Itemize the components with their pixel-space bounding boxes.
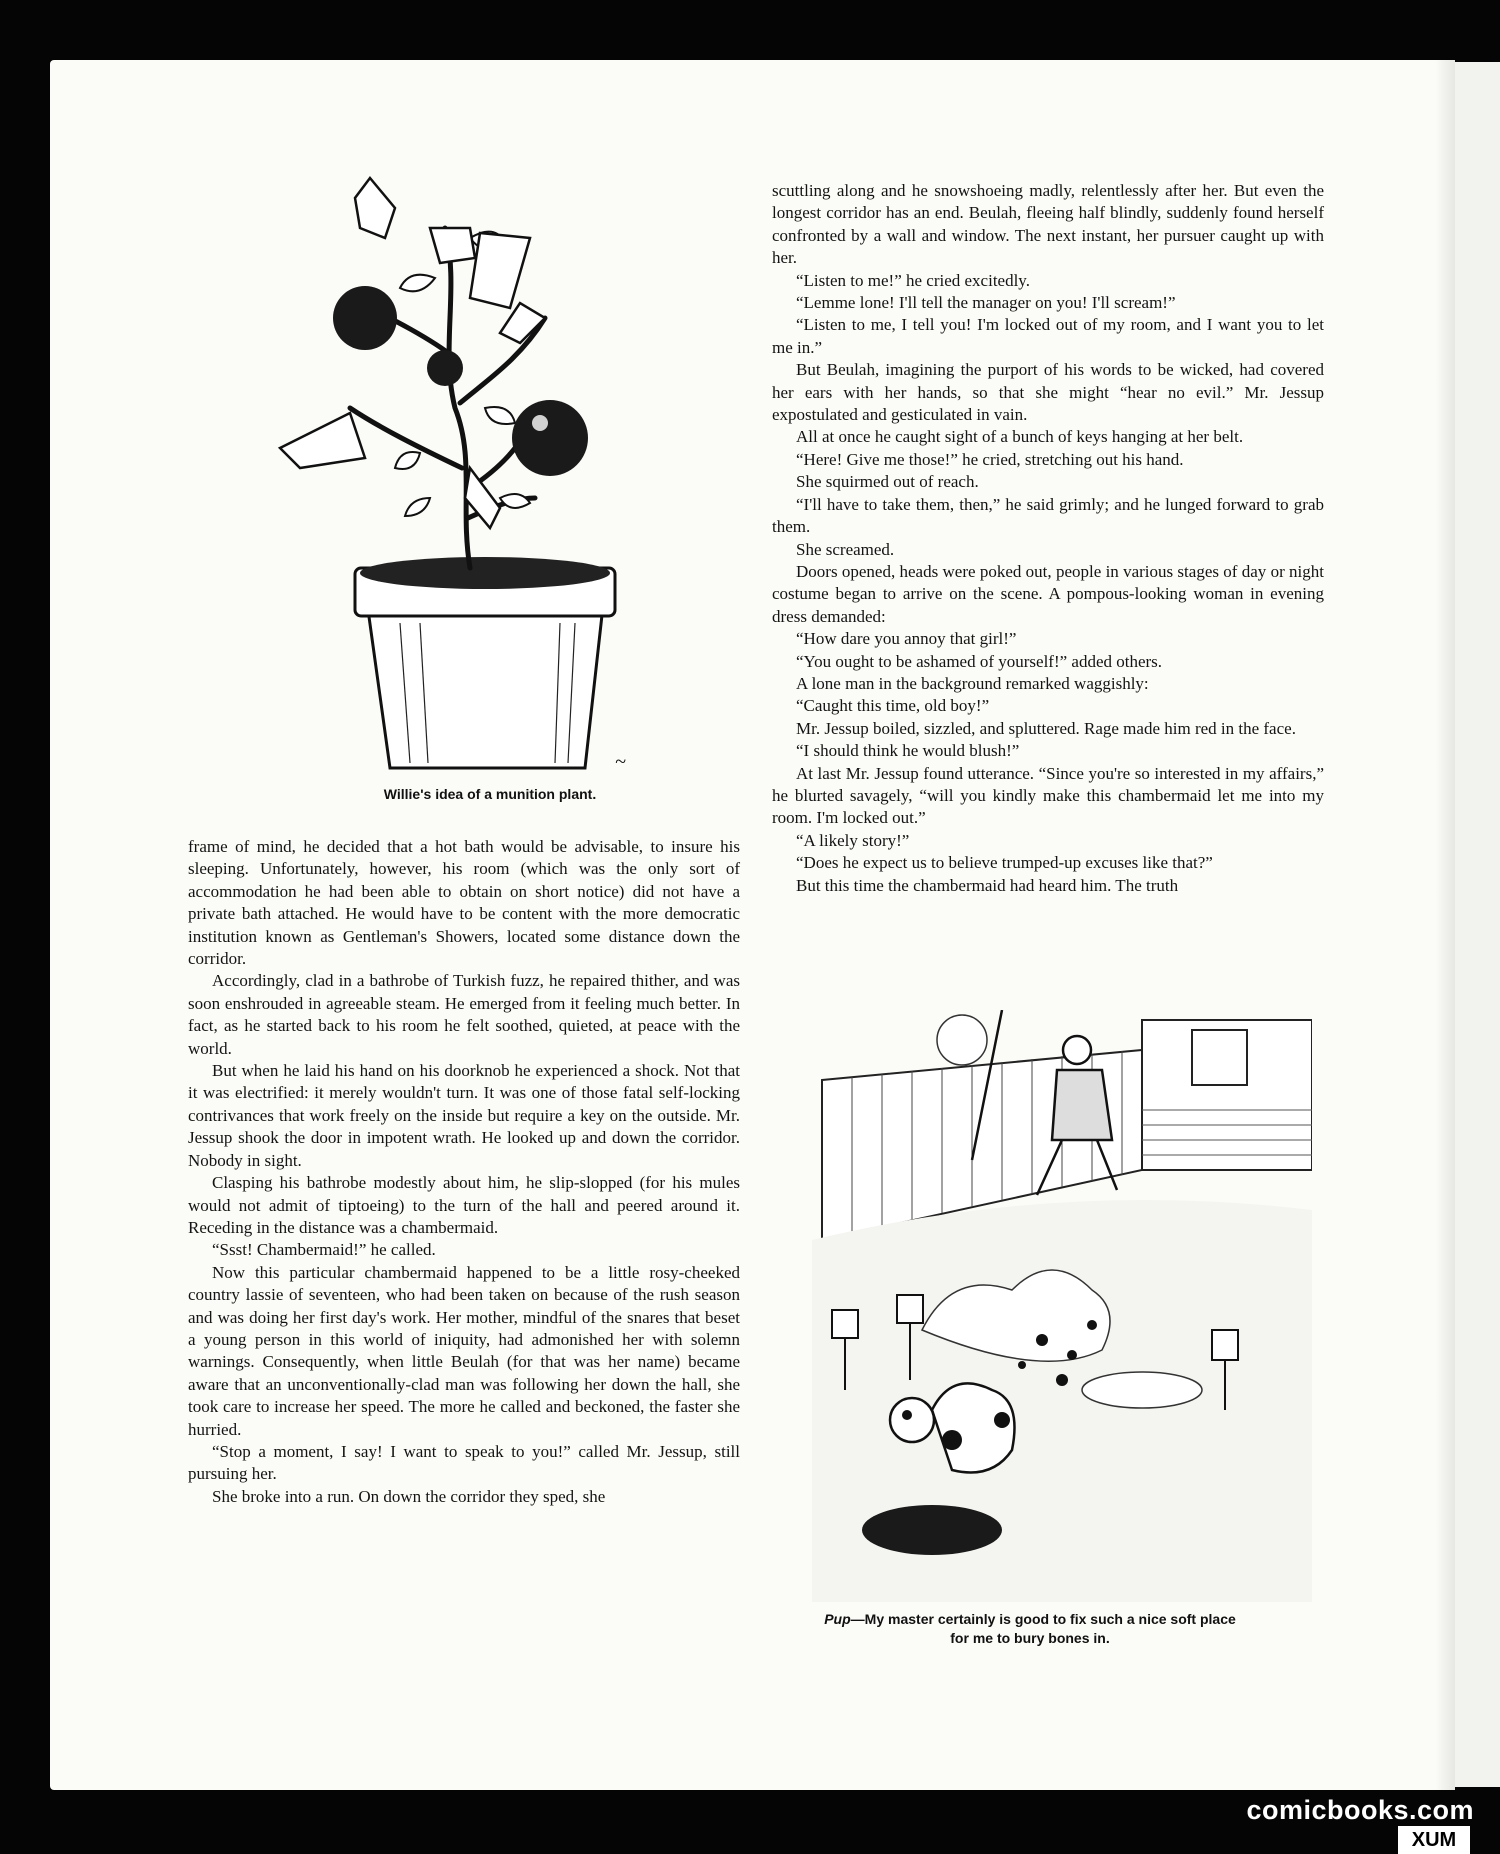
pup-digging-illustration-icon	[812, 1010, 1312, 1602]
pup-caption	[820, 1610, 1240, 1648]
paragraph: “I should think he would blush!”	[796, 741, 1020, 761]
paragraph: “How dare you annoy that girl!”	[796, 629, 1017, 649]
paragraph: “Here! Give me those!” he cried, stretching out his hand.	[796, 449, 1184, 469]
paragraph: But this time the chambermaid had heard him. The truth	[796, 875, 1179, 895]
paragraph: She broke into a run. On down the corridor they sped, she	[212, 1486, 606, 1506]
paragraph: Doors opened, heads were poked out, people in various stages of day or night costume began to arrive on the scene. A pompous-looking woman in evening dress demanded:	[772, 561, 1324, 626]
paragraph: frame of mind, he decided that a hot bath would be advisable, to insure his sleeping. Unfortunately, however, his room (which was the only sort of accommodation he had been able to obtain on short notice) did not have a private bath attached. He would have to be content with the more democratic institution known as Gentleman's Showers, located some distance down the corridor.	[188, 837, 740, 969]
paragraph: “Lemme lone! I'll tell the manager on you! I'll scream!”	[796, 293, 1176, 313]
paragraph: Clasping his bathrobe modestly about him, he slip-slopped (for his mules would not admit of tiptoeing) to the turn of the hall and peered around it. Receding in the distance was a chambermaid.	[188, 1173, 740, 1237]
pup-caption-text: —My master certainly is good to fix such a nice soft place for me to bury bones in.	[850, 1611, 1236, 1646]
paragraph: A lone man in the background remarked waggishly:	[796, 673, 1149, 693]
paragraph: “Caught this time, old boy!”	[796, 696, 990, 716]
paragraph: “Listen to me, I tell you! I'm locked out of my room, and I want you to let me in.”	[772, 315, 1324, 357]
paragraph: Accordingly, clad in a bathrobe of Turkish fuzz, he repaired thither, and was soon enshrouded in agreeable steam. He emerged from it feeling much better. In fact, as he started back to his room he felt soothed, quieted, at peace with the world.	[188, 971, 740, 1058]
paragraph: “A likely story!”	[796, 830, 910, 850]
xum-badge: XUM	[1398, 1826, 1470, 1854]
paragraph: But Beulah, imagining the purport of his words to be wicked, had covered her ears with her hands, so that she might “hear no evil.” Mr. Jessup expostulated and gesticulated in vain.	[772, 360, 1324, 425]
left-text-column	[188, 836, 740, 1508]
paragraph: “Does he expect us to believe trumped-up excuses like that?”	[796, 853, 1213, 873]
paragraph: Mr. Jessup boiled, sizzled, and spluttered. Rage made him red in the face.	[796, 718, 1296, 738]
svg-text:~: ~	[615, 751, 626, 773]
paragraph: “Ssst! Chambermaid!” he called.	[212, 1240, 436, 1260]
munition-plant-illustration-icon	[270, 168, 710, 788]
paragraph: She screamed.	[796, 539, 895, 559]
next-page-edge	[1455, 62, 1500, 1787]
paragraph: Now this particular chambermaid happened to be a little rosy-cheeked country lassie of seventeen, who had been taken on because of the rush season and was doing her first day's work. Her mother, mindful of the snares that beset a young person in this world of iniquity, had admonished her with solemn warnings. Consequently, when little Beulah (for that was her name) became aware that an unconventionally-clad man was following her down the hall, she took care to increase her speed. The more he called and beckoned, the faster she hurried.	[188, 1262, 740, 1439]
paragraph: But when he laid his hand on his doorknob he experienced a shock. Not that it was electrified: it merely wouldn't turn. It was one of those fatal self-locking contrivances that work freely on the inside but require a key on the outside. Mr. Jessup shook the door in impotent wrath. He looked up and down the corridor. Nobody in sight.	[188, 1061, 740, 1170]
paragraph: “You ought to be ashamed of yourself!” added others.	[796, 651, 1163, 671]
paragraph: At last Mr. Jessup found utterance. “Since you're so interested in my affairs,” he blurted savagely, “will you kindly make this chambermaid let me into my room. I'm locked out.”	[772, 763, 1324, 828]
site-watermark: comicbooks.com	[1246, 1795, 1474, 1825]
paragraph: “Stop a moment, I say! I want to speak to you!” called Mr. Jessup, still pursuing her.	[188, 1441, 740, 1484]
paragraph: “Listen to me!” he cried excitedly.	[796, 270, 1030, 290]
paragraph: All at once he caught sight of a bunch of keys hanging at her belt.	[796, 427, 1244, 447]
plant-caption: Willie's idea of a munition plant.	[383, 786, 597, 802]
paragraph: “I'll have to take them, then,” he said grimly; and he lunged forward to grab them.	[772, 494, 1324, 537]
paragraph: She squirmed out of reach.	[796, 472, 979, 492]
paragraph: scuttling along and he snowshoeing madly, relentlessly after her. But even the longest corridor has an end. Beulah, fleeing half blindly, suddenly found herself confronted by a wall and window. The next instant, her pursuer caught up with her.	[772, 181, 1324, 268]
right-text-column	[772, 180, 1324, 897]
pup-caption-speaker: Pup	[824, 1611, 851, 1627]
